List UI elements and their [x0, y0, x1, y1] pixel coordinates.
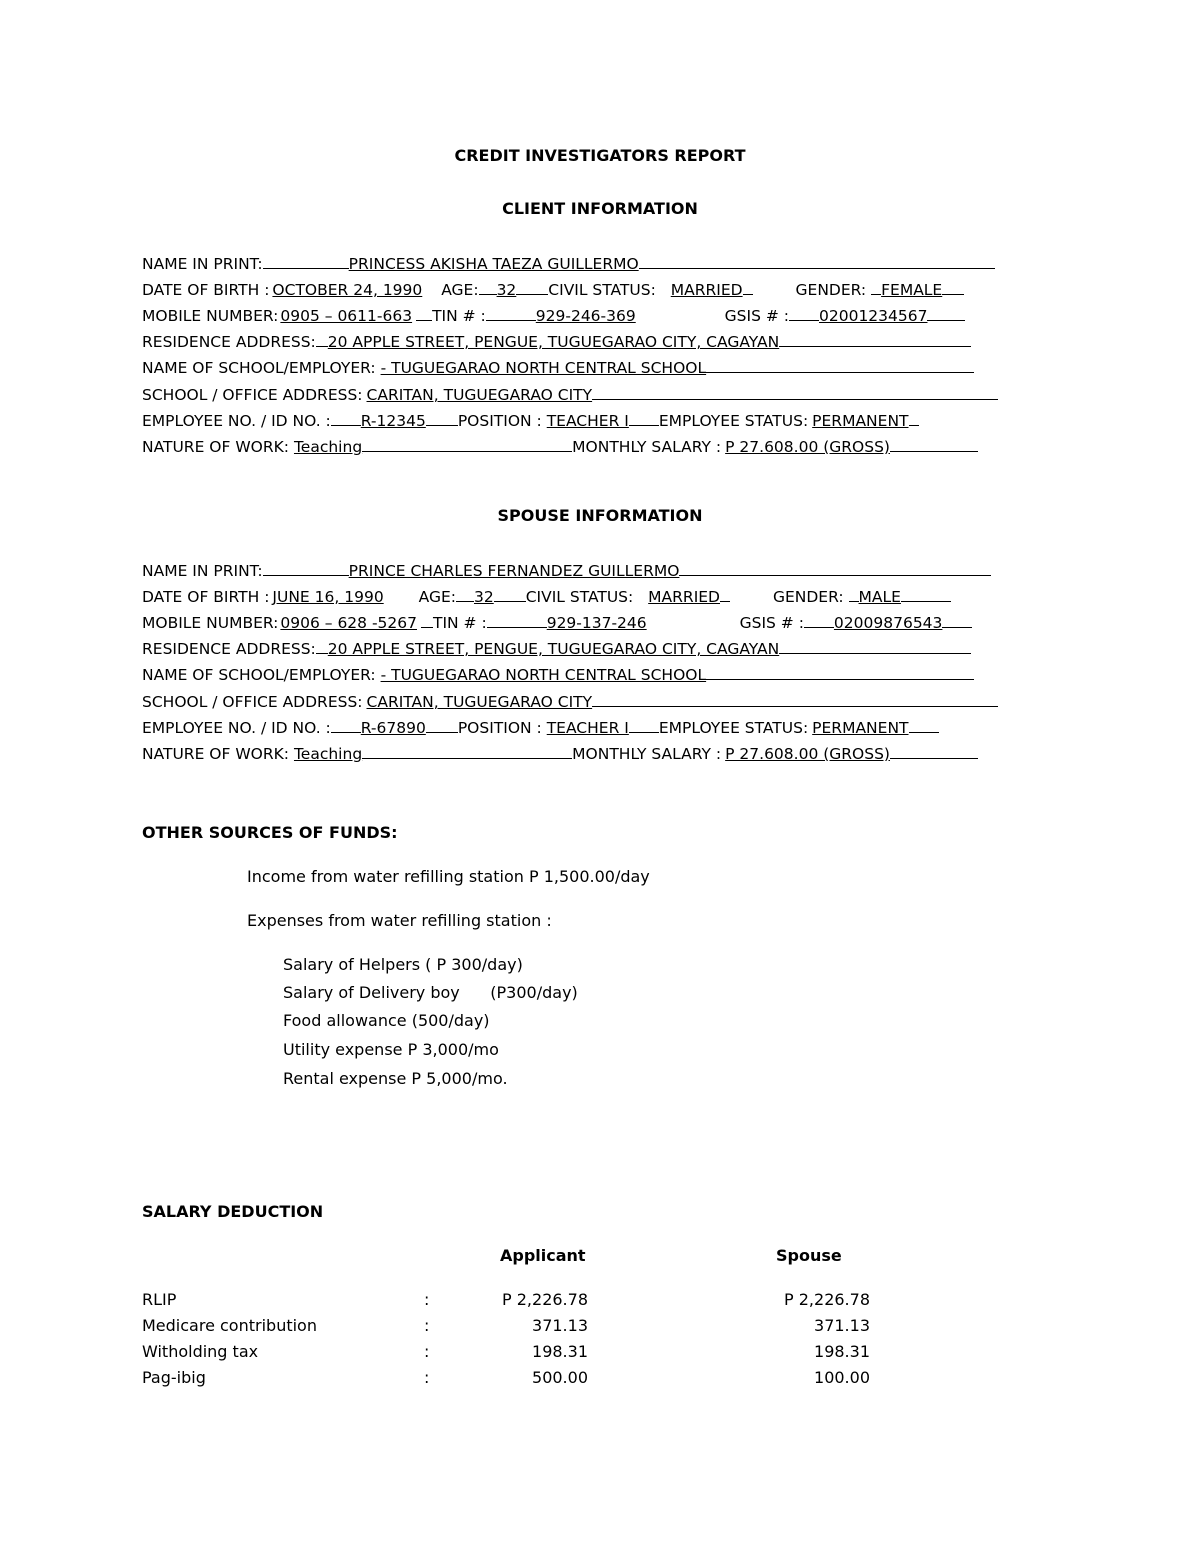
deduction-label: Witholding tax	[142, 1342, 259, 1361]
spouse-employee-status: PERMANENT	[812, 719, 909, 737]
spouse-tin: 929-137-246	[546, 614, 647, 632]
applicant-value: 198.31	[532, 1342, 588, 1361]
client-work-row: NATURE OF WORK: Teaching MONTHLY SALARY : P 27.608.00 (GROSS)	[142, 436, 978, 456]
client-tin: 929-246-369	[535, 307, 636, 325]
deduction-colon: :	[424, 1342, 430, 1361]
spouse-value: 371.13	[814, 1316, 870, 1335]
client-nature-of-work: Teaching	[293, 438, 363, 456]
applicant-value: P 2,226.78	[502, 1290, 588, 1309]
applicant-value: 371.13	[532, 1316, 588, 1335]
client-dob-row: DATE OF BIRTH : OCTOBER 24, 1990 AGE: 32 CIVIL STATUS: MARRIED GENDER: FEMALE	[142, 279, 964, 299]
client-residence: 20 APPLE STREET, PENGUE, TUGUEGARAO CITY, CAGAYAN	[327, 333, 780, 351]
spouse-school: - TUGUEGARAO NORTH CENTRAL SCHOOL	[380, 666, 707, 684]
spouse-name: PRINCE CHARLES FERNANDEZ GUILLERMO	[348, 562, 680, 580]
salary-deduction-heading: SALARY DEDUCTION	[142, 1202, 324, 1221]
client-employee-row: EMPLOYEE NO. / ID NO. : R-12345 POSITION : TEACHER I EMPLOYEE STATUS: PERMANENT	[142, 410, 919, 430]
expenses-heading: Expenses from water refilling station :	[247, 911, 552, 930]
spouse-employee-no: R-67890	[360, 719, 426, 737]
spouse-office-row: SCHOOL / OFFICE ADDRESS: CARITAN, TUGUEGARAO CITY	[142, 691, 998, 711]
deduction-colon: :	[424, 1316, 430, 1335]
spouse-mobile-row: MOBILE NUMBER: 0906 – 628 -5267 TIN # : 929-137-246 GSIS # : 02009876543	[142, 612, 972, 632]
deduction-label: Medicare contribution	[142, 1316, 317, 1335]
client-civil-status: MARRIED	[670, 281, 743, 299]
other-funds-heading: OTHER SOURCES OF FUNDS:	[142, 823, 398, 842]
client-office-address: CARITAN, TUGUEGARAO CITY	[366, 386, 593, 404]
client-monthly-salary: P 27.608.00 (GROSS)	[725, 438, 890, 456]
client-name-row: NAME IN PRINT: PRINCESS AKISHA TAEZA GUILLERMO	[142, 253, 995, 273]
spouse-value: P 2,226.78	[784, 1290, 870, 1309]
client-school-row: NAME OF SCHOOL/EMPLOYER: - TUGUEGARAO NORTH CENTRAL SCHOOL	[142, 357, 974, 377]
col-applicant-header: Applicant	[500, 1246, 586, 1265]
spouse-civil-status: MARRIED	[648, 588, 720, 606]
spouse-dob-row: DATE OF BIRTH : JUNE 16, 1990 AGE: 32 CIVIL STATUS: MARRIED GENDER: MALE	[142, 586, 951, 606]
spouse-position: TEACHER I	[546, 719, 629, 737]
spouse-work-row: NATURE OF WORK: Teaching MONTHLY SALARY : P 27.608.00 (GROSS)	[142, 743, 978, 763]
spouse-nature-of-work: Teaching	[293, 745, 363, 763]
col-spouse-header: Spouse	[776, 1246, 842, 1265]
client-employee-status: PERMANENT	[812, 412, 909, 430]
expense-item: Food allowance (500/day)	[283, 1011, 490, 1030]
client-gsis: 02001234567	[819, 307, 928, 325]
client-name: PRINCESS AKISHA TAEZA GUILLERMO	[348, 255, 639, 273]
spouse-value: 100.00	[814, 1368, 870, 1387]
spouse-residence-row: RESIDENCE ADDRESS: 20 APPLE STREET, PENGUE, TUGUEGARAO CITY, CAGAYAN	[142, 638, 971, 658]
report-title: CREDIT INVESTIGATORS REPORT	[454, 146, 746, 165]
applicant-value: 500.00	[532, 1368, 588, 1387]
client-office-row: SCHOOL / OFFICE ADDRESS: CARITAN, TUGUEGARAO CITY	[142, 384, 998, 404]
spouse-school-row: NAME OF SCHOOL/EMPLOYER: - TUGUEGARAO NORTH CENTRAL SCHOOL	[142, 664, 974, 684]
spouse-monthly-salary: P 27.608.00 (GROSS)	[725, 745, 890, 763]
client-mobile: 0905 – 0611-663	[280, 307, 413, 325]
expense-item: Rental expense P 5,000/mo.	[283, 1069, 508, 1088]
deduction-label: Pag-ibig	[142, 1368, 206, 1387]
spouse-dob: JUNE 16, 1990	[272, 588, 384, 606]
client-age: 32	[496, 281, 517, 299]
client-school: - TUGUEGARAO NORTH CENTRAL SCHOOL	[380, 359, 707, 377]
spouse-info-heading: SPOUSE INFORMATION	[497, 506, 703, 525]
income-line: Income from water refilling station P 1,500.00/day	[247, 867, 650, 886]
deduction-label: RLIP	[142, 1290, 177, 1309]
spouse-gsis: 02009876543	[833, 614, 943, 632]
spouse-name-row: NAME IN PRINT: PRINCE CHARLES FERNANDEZ GUILLERMO	[142, 560, 991, 580]
deduction-colon: :	[424, 1290, 430, 1309]
client-residence-row: RESIDENCE ADDRESS: 20 APPLE STREET, PENGUE, TUGUEGARAO CITY, CAGAYAN	[142, 331, 971, 351]
expense-item: Utility expense P 3,000/mo	[283, 1040, 499, 1059]
spouse-office-address: CARITAN, TUGUEGARAO CITY	[366, 693, 593, 711]
client-position: TEACHER I	[546, 412, 629, 430]
client-employee-no: R-12345	[360, 412, 426, 430]
expense-item: Salary of Helpers ( P 300/day)	[283, 955, 523, 974]
spouse-residence: 20 APPLE STREET, PENGUE, TUGUEGARAO CITY, CAGAYAN	[327, 640, 780, 658]
spouse-employee-row: EMPLOYEE NO. / ID NO. : R-67890 POSITION : TEACHER I EMPLOYEE STATUS: PERMANENT	[142, 717, 939, 737]
deduction-colon: :	[424, 1368, 430, 1387]
client-info-heading: CLIENT INFORMATION	[502, 199, 698, 218]
spouse-age: 32	[473, 588, 494, 606]
spouse-value: 198.31	[814, 1342, 870, 1361]
expense-item: Salary of Delivery boy (P300/day)	[283, 983, 578, 1002]
spouse-gender: MALE	[858, 588, 901, 606]
client-mobile-row: MOBILE NUMBER: 0905 – 0611-663 TIN # : 929-246-369 GSIS # : 02001234567	[142, 305, 965, 325]
spouse-mobile: 0906 – 628 -5267	[280, 614, 417, 632]
client-dob: OCTOBER 24, 1990	[272, 281, 423, 299]
client-gender: FEMALE	[881, 281, 943, 299]
